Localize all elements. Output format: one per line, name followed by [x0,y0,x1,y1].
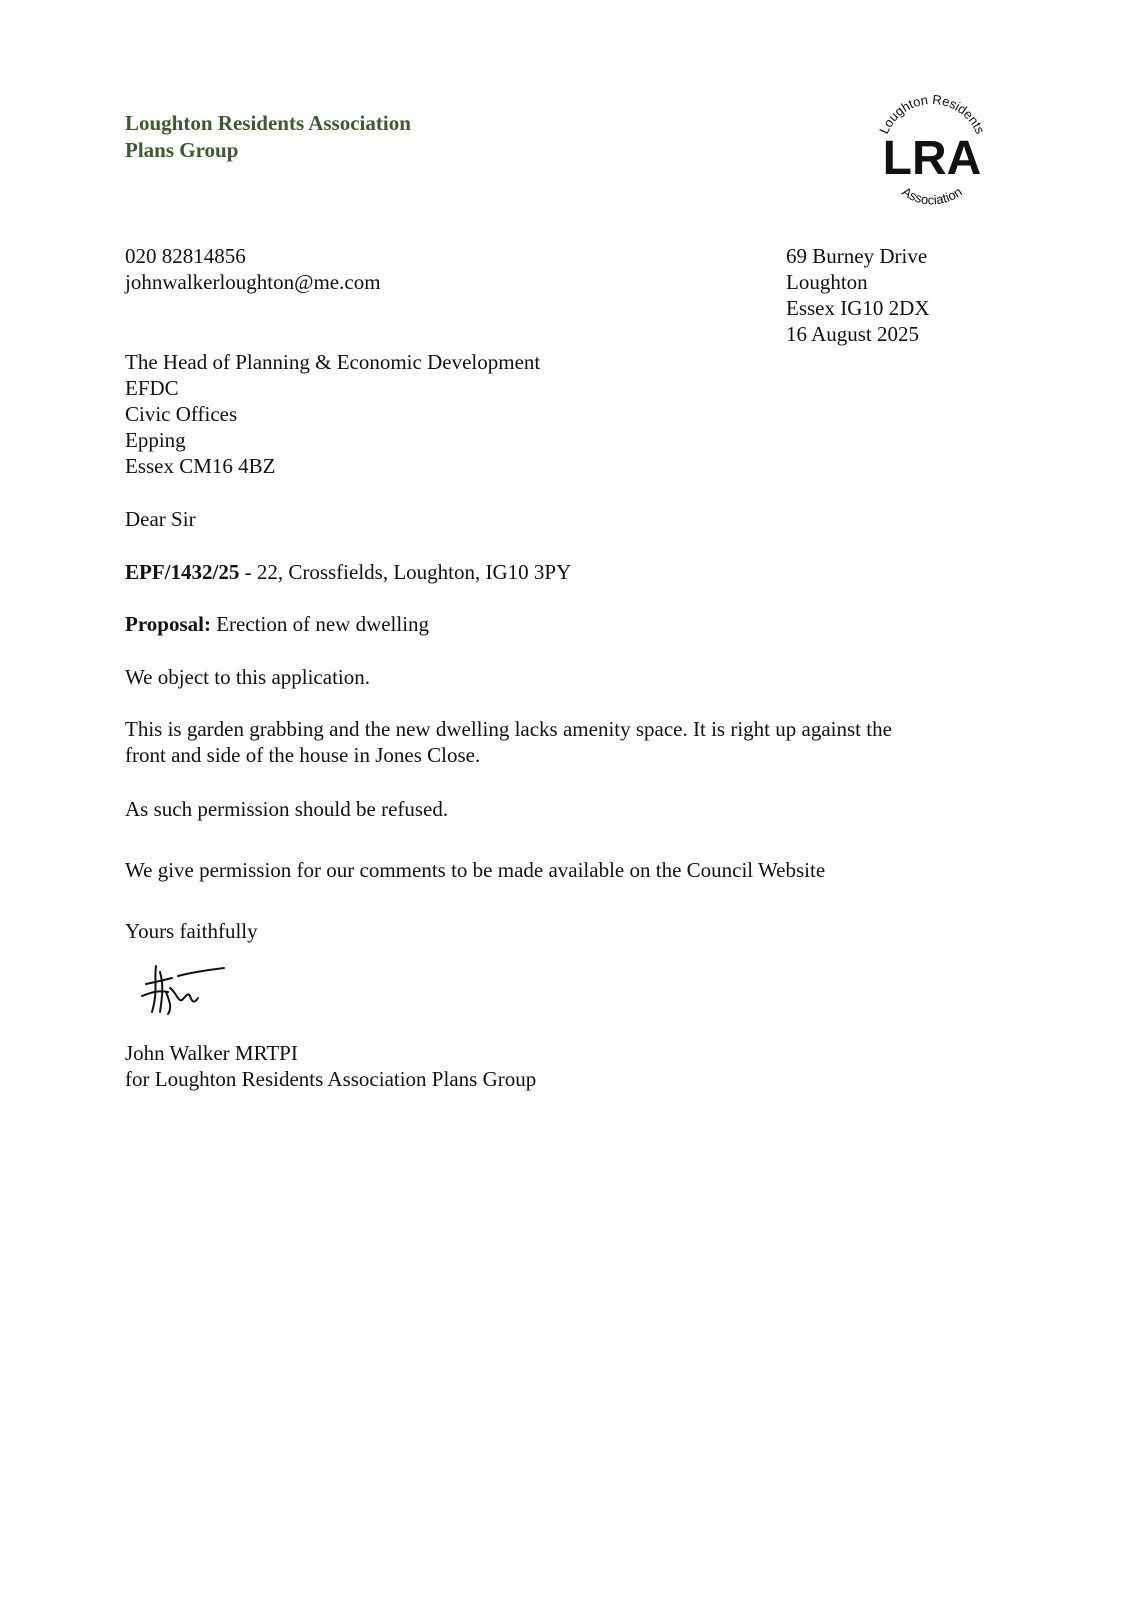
org-name: Loughton Residents Association [125,111,411,135]
address-postcode: Essex IG10 2DX [786,296,930,320]
recipient-line: The Head of Planning & Economic Development [125,350,541,374]
signature [138,962,228,1020]
body-line: front and side of the house in Jones Close. [125,743,481,767]
proposal-text: Erection of new dwelling [210,612,430,636]
salutation: Dear Sir [125,507,196,531]
recipient-line: Civic Offices [125,402,238,426]
proposal [125,611,985,637]
recipient-line: Essex CM16 4BZ [125,454,276,478]
reference-number: EPF/1432/25 [125,560,240,584]
objection-statement: We object to this application. [125,665,370,689]
reference-detail: - 22, Crossfields, Loughton, IG10 3PY [239,560,572,584]
logo-arc-bottom: Association [899,183,965,208]
recipient-line: EFDC [125,376,179,400]
proposal-label: Proposal: [125,612,211,636]
signatory-name: John Walker MRTPI [125,1041,298,1065]
signatory-organisation: for Loughton Residents Association Plans Group [125,1067,537,1091]
org-heading [125,110,411,164]
logo-monogram: LRA [882,132,982,185]
address-street: 69 Burney Drive [786,244,928,268]
refusal-statement: As such permission should be refused. [125,797,449,821]
objection-reason [125,716,985,768]
application-reference [125,559,985,585]
closing: Yours faithfully [125,919,258,943]
contact-details [125,243,381,295]
sender-address [786,243,929,347]
recipient-address [125,349,540,479]
logo-arc-top: Loughton Residents [876,91,988,137]
phone-number: 020 82814856 [125,244,246,268]
signatory-block [125,1040,985,1092]
email-address: johnwalkerloughton@me.com [125,270,381,294]
body-line: This is garden grabbing and the new dwelling lacks amenity space. It is right up against the [125,717,892,741]
publication-permission: We give permission for our comments to be made available on the Council Website [125,858,826,882]
letter-date: 16 August 2025 [786,322,920,346]
recipient-line: Epping [125,428,186,452]
lra-logo [862,82,1002,222]
org-group: Plans Group [125,138,239,162]
address-town: Loughton [786,270,868,294]
